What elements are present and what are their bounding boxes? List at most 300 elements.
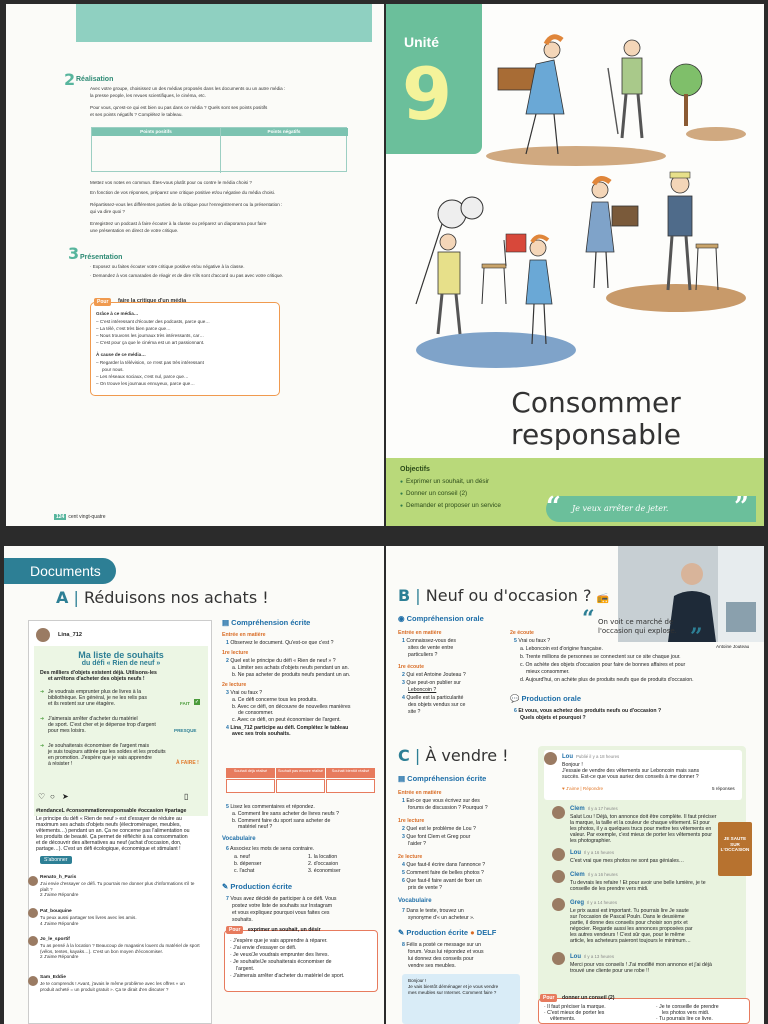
- section-title: Réalisation: [76, 76, 114, 83]
- post-time: Il y a 14 heures: [587, 900, 618, 905]
- post-text: les autres vendeurs ! C'est sûr que, pour le même: [570, 932, 685, 938]
- subheading: Entrée en matière: [398, 790, 442, 796]
- pour-tag: Pour: [94, 298, 111, 306]
- question: 6 Associez les mots de sens contraire.: [226, 846, 315, 852]
- wish-text: pour mes loisirs.: [48, 728, 86, 734]
- word: b. dépenser: [234, 861, 262, 867]
- post-time: Il y a 16 heures: [584, 850, 615, 855]
- question-text: sites de vente entre: [408, 645, 454, 651]
- word: 3. économiser: [308, 868, 341, 874]
- avatar: [552, 806, 565, 819]
- phrase: – C'est intéressant d'écouter des podcasts, parce que…: [96, 319, 210, 324]
- wish-status-table: [226, 768, 376, 794]
- post-text: Merci pour vos conseils ! J'ai modifié mon annonce et j'ai déjà: [570, 962, 712, 968]
- post-text: négocier. Regarde aussi les annonces proposées par: [570, 926, 693, 932]
- felix-message: Bonjour !: [408, 978, 427, 983]
- question-text: Quel est le problème de Lou ?: [406, 826, 476, 832]
- question-text: Qui est Antoine Jouteau ?: [406, 672, 466, 678]
- avatar: [552, 898, 565, 911]
- section-heading-text: Compréhension orale: [406, 614, 484, 623]
- phrase-box-title: donner un conseil (2): [562, 995, 615, 1001]
- word: 1. la location: [308, 854, 338, 860]
- question-text: Leboncoin ?: [408, 687, 437, 693]
- comment: [40, 908, 200, 926]
- bookmark-icon[interactable]: ▯: [184, 792, 189, 801]
- hashtags: #tendanceL #consommationresponsable #occasion #partage: [36, 808, 187, 814]
- heart-icon[interactable]: ♡: [38, 792, 46, 801]
- question-text: forum. Vous lui répondez et vous: [408, 949, 484, 955]
- unit-number: 9: [402, 52, 453, 136]
- comment-text: J'ai envie d'essayer ce défi. Tu pourrais me donner plus d'informations s'il te plaît ?: [40, 880, 195, 892]
- option: b. Avec ce défi, on découvre de nouvelles manières: [232, 704, 351, 710]
- question-text: et vous expliquez pourquoi vous faites ces: [232, 910, 330, 916]
- question-text: Dans le texte, trouvez un: [406, 908, 464, 914]
- post-text: sur l'occasion de Pascal Pouln. Dans le deuxième: [570, 914, 685, 920]
- phrase: · Il faut préciser la marque.: [544, 1004, 606, 1010]
- text-line: et ses points négatifs ? Complétez le tableau.: [90, 112, 183, 117]
- question: 7 Vous avez décidé de participer à ce défi. Vous: [226, 896, 337, 902]
- phrase: · Je veux/Je voudrais emprunter des livres.: [230, 952, 329, 958]
- quote-line: On voit ce marché de: [598, 618, 674, 626]
- section-heading-text: Compréhension écrite: [407, 774, 487, 783]
- post-text: valeur. Par exemple, c'est mieux de porter les vêtements pour: [570, 832, 712, 838]
- word: 2. d'occasion: [308, 861, 339, 867]
- post-author-name: Clem: [570, 806, 585, 812]
- post-author-name: Lou: [570, 954, 581, 960]
- wish-text: Je souhaiterais économiser de l'argent mais: [48, 743, 150, 749]
- option: matériel neuf ?: [238, 824, 273, 830]
- wish-text: et ils restent sur une étagère.: [48, 701, 116, 707]
- speech-icon: 💬: [510, 694, 522, 703]
- question-text: vendre ses meubles.: [408, 963, 456, 969]
- post-text: maximum ses achats d'objets neufs (électroménager, meubles,: [36, 822, 181, 828]
- post-time: Il y a 16 heures: [587, 872, 618, 877]
- text-line: une présentation en direct de votre critique.: [90, 228, 179, 233]
- option: mieux consommer.: [526, 669, 570, 675]
- book-title-line: SUR: [730, 841, 740, 847]
- section-heading: [222, 882, 292, 891]
- wish-text: je suis toujours attirée par les soldes et les produits: [48, 749, 166, 755]
- question: 6 Que faut-il faire avant de fixer un: [402, 878, 482, 884]
- wishlist-intro: Des milliers d'objets existent déjà. Utilisons-les: [40, 670, 157, 676]
- subheading: Vocabulaire: [398, 898, 432, 904]
- documents-label: Documents: [30, 563, 101, 579]
- section-letter: C: [398, 746, 410, 765]
- option: a. Limiter ses achats d'objets neufs pendant un an.: [232, 665, 349, 671]
- pour-tag: Pour: [540, 994, 557, 1002]
- phrase: les photos vers midi.: [662, 1010, 710, 1016]
- post-text: Bonjour !: [562, 762, 583, 768]
- question: 7 Dans le texte, trouvez un: [402, 908, 464, 914]
- wish-text: en promotion. J'espère que je vais apprendre: [48, 755, 152, 761]
- phrase: – Regarder la télévision, ce n'est pas très intéressant: [96, 360, 204, 365]
- avatar: [552, 848, 565, 861]
- table-cell[interactable]: [326, 779, 375, 793]
- subscribe-button[interactable]: S'abonner: [40, 856, 72, 864]
- question: 1 Observez le document. Qu'est-ce que c'est ?: [226, 640, 334, 646]
- post-text: vêtements…) pendant un an. Ça ne concerne pas l'alimentation ou: [36, 828, 190, 834]
- question: 5 Comment faire de belles photos ?: [402, 870, 484, 876]
- delf-label: DELF: [476, 928, 497, 937]
- post-text: Le principe du défi « Rien de neuf » est d'essayer de réduire au: [36, 816, 182, 822]
- comment-author: Renato_h_Paris: [40, 875, 77, 880]
- text-line: · Exposez ou faites écouter votre critique positive et/ou négative à la classe.: [90, 264, 245, 269]
- option: a. Comment lire sans acheter de livres neufs ?: [232, 811, 339, 817]
- question-text: Félix a posté ce message sur un: [406, 942, 482, 948]
- question-text: Que faut-il faire avant de fixer un: [406, 878, 482, 884]
- wish-text: bibliothèque. En général, je ne les relis pas: [48, 695, 147, 701]
- question: 5 Lisez les commentaires et répondez.: [226, 804, 315, 810]
- comment-text: Tu as pensé à la location ? Beaucoup de magasins louent du matériel de sport (vélos, tentes, kayaks…). C'est un bon moyen d'économiser.: [40, 942, 200, 954]
- phrase: – La télé, c'est très bien parce que…: [96, 326, 171, 331]
- pencil-icon: ✎: [398, 928, 407, 937]
- checkmark-icon: ✓: [195, 699, 199, 704]
- avatar: [28, 876, 38, 886]
- arrow-icon: ➜: [40, 716, 45, 722]
- avatar: [36, 628, 50, 642]
- question-text: Associez les mots de sens contraire.: [230, 846, 315, 852]
- username: Lina_712: [58, 632, 82, 638]
- phrase: – Nous trouvons les journaux très intéressants, car…: [96, 333, 205, 338]
- comment-meta[interactable]: 4 J'aime Répondre: [40, 920, 79, 926]
- quote-line: l'occasion qui explose.: [598, 627, 677, 635]
- post-text: J'essaie de vendre des vêtements sur Leboncoin mais sans: [562, 768, 700, 774]
- question-text: Quel est le principe du défi « Rien de neuf » ?: [230, 658, 336, 664]
- question: 5 Vrai ou faux ?: [514, 638, 551, 644]
- question-text: Quels objets et pourquoi ?: [520, 715, 586, 721]
- wishlist-title: Ma liste de souhaits: [78, 650, 164, 660]
- avatar: [552, 952, 565, 965]
- avatar: [28, 976, 38, 986]
- text-line: qui va dire quoi ?: [90, 209, 125, 214]
- post-author: [570, 900, 617, 906]
- section-title: À vendre !: [425, 746, 509, 765]
- post-text: partage…). C'est un défi écologique, économique et stimulant !: [36, 846, 181, 852]
- book-title-line: JE SAUTE: [723, 836, 747, 841]
- question: 4 Quelle est la particularité: [402, 695, 464, 701]
- phrase: · J'aimerais arrêter d'acheter du matériel de sport.: [230, 973, 345, 979]
- close-quote-icon: ”: [690, 624, 703, 650]
- delf-icon: ●: [470, 928, 475, 937]
- post-author: [570, 872, 618, 878]
- question-text: Lisez les commentaires et répondez.: [230, 804, 315, 810]
- question-text: Est-ce que vous écrivez sur des: [406, 798, 480, 804]
- phrase-heading: Grâce à ce média…: [96, 311, 139, 316]
- post-author-name: Lou: [562, 754, 573, 760]
- question: 1 Connaissez-vous des: [402, 638, 456, 644]
- section-heading-text: Production écrite: [406, 928, 469, 937]
- subheading: Entrée en matière: [222, 632, 266, 638]
- avatar: [552, 870, 565, 883]
- wish-text: J'aimerais arrêter d'acheter du matériel: [48, 716, 138, 722]
- question: 2 Quel est le problème de Lou ?: [402, 826, 476, 832]
- text-line: Pour vous, qu'est-ce qui est bien ou pas dans ce média ? Quels sont ses points positifs: [90, 105, 268, 110]
- question: 3 Que peut-on publier sur: [402, 680, 461, 686]
- text-line: · Demandez à vos camarades de réagir et de dire s'ils sont d'accord ou pas avec votre critique.: [90, 273, 284, 278]
- question-text: prix de vente ?: [408, 885, 443, 891]
- text-line: Avec votre groupe, choisissez un des médias proposés dans les documents ou un autre média :: [90, 86, 286, 91]
- post-author-name: Clem: [570, 872, 585, 878]
- objectives-title: Objectifs: [400, 466, 430, 473]
- post-text: C'est vrai que mes photos ne sont pas géniales…: [570, 858, 685, 864]
- section-heading-text: Compréhension écrite: [231, 618, 311, 627]
- comment: [40, 936, 200, 960]
- unit-title-line2: responsable: [511, 418, 681, 451]
- objective-item: ● Donner un conseil (2): [400, 490, 467, 497]
- phrase: · Tu pourrais lire ce livre.: [656, 1016, 713, 1022]
- open-quote-icon: “: [582, 606, 595, 632]
- question-text: Quelle est la particularité: [406, 695, 464, 701]
- phrase: vêtements.: [550, 1016, 576, 1022]
- pencil-icon: ✎: [222, 882, 231, 891]
- felix-message: Je vais bientôt déménager et je vous vendre: [408, 984, 499, 989]
- post-time: Publié il y a 18 heures: [576, 754, 620, 759]
- post-author: [570, 954, 614, 960]
- post-text: trouvé une cliente pour une robe !!: [570, 968, 650, 974]
- question-text: Observez le document. Qu'est-ce que c'est ?: [230, 640, 334, 646]
- book-title-line: L'OCCASION: [720, 847, 750, 853]
- section-title: Neuf ou d'occasion ?: [425, 586, 592, 605]
- phrase: – Les réseaux sociaux, c'est nul, parce que…: [96, 374, 189, 379]
- page-number-words: cent vingt-quatre: [68, 514, 106, 520]
- documents-page-bc: [386, 546, 764, 1024]
- table-header: Souhait déjà réalisé: [226, 768, 275, 778]
- question-text: des objets vendus sur ce: [408, 702, 466, 708]
- subheading: 1re lecture: [222, 650, 249, 656]
- post-author: [570, 850, 614, 856]
- table-cell[interactable]: [276, 779, 325, 793]
- text-line: la presse people, les revues scientifiques, le cinéma, etc.: [90, 93, 206, 98]
- post-text: les photos, il y a quelques trucs pour mettre tes vêtements en: [570, 826, 712, 832]
- question-text: particuliers ?: [408, 652, 438, 658]
- like-reply[interactable]: ♥ J'aime | Répondre: [562, 786, 604, 791]
- send-icon[interactable]: ➤: [62, 792, 69, 801]
- post-author: [562, 754, 619, 760]
- objective-item: ● Exprimer un souhait, un désir: [400, 478, 489, 485]
- question: 4 Que faut-il écrire dans l'annonce ?: [402, 862, 486, 868]
- question-text: souhaits.: [232, 917, 253, 923]
- question-text: Comment faire de belles photos ?: [406, 870, 484, 876]
- question-text: Que peut-on publier sur: [406, 680, 461, 686]
- option: c. On achète des objets d'occasion pour faire de bonnes affaires et pour: [520, 662, 686, 668]
- comment-meta[interactable]: 2 J'aime Répondre: [40, 954, 79, 960]
- comment-icon[interactable]: ○: [50, 792, 55, 801]
- comment: [40, 874, 200, 898]
- ear-icon: ◉: [398, 614, 407, 623]
- question-text: avec ses trois souhaits.: [232, 731, 291, 737]
- phrase: – On trouve les journaux ennuyeux, parce que…: [96, 381, 195, 386]
- reply-count[interactable]: 5 réponses: [712, 786, 735, 791]
- avatar: [28, 908, 38, 918]
- wish-text: Je voudrais emprunter plus de livres à la: [48, 689, 142, 695]
- phrase: · Je souhaite/Je souhaiterais économiser de: [230, 959, 332, 965]
- done-badge: FAIT: [180, 701, 190, 706]
- post-text: conseille de les prendre vers midi.: [570, 886, 649, 892]
- word: a. neuf: [234, 854, 250, 860]
- subheading: Vocabulaire: [222, 836, 256, 842]
- comment-text: Tu peux aussi partager tes livres avec les amis.: [40, 914, 137, 920]
- question-text: Connaissez-vous des: [406, 638, 456, 644]
- section-letter: A: [56, 588, 69, 607]
- post-text: les photographier.: [570, 838, 612, 844]
- text-line: Mettez vos notes en commun. Êtes-vous plutôt pour ou contre le média choisi ?: [90, 180, 252, 185]
- question-text: lui donnez des conseils pour: [408, 956, 474, 962]
- text-line: En fonction de vos réponses, préparez une critique positive et/ou négative du média choisi.: [90, 190, 276, 195]
- question: 1 Est-ce que vous écrivez sur des: [402, 798, 480, 804]
- section-heading-text: Production orale: [521, 694, 582, 703]
- pour-tag: Pour: [226, 926, 243, 934]
- phrase: l'argent.: [236, 966, 255, 972]
- question: 6 Et vous, vous achetez des produits neufs ou d'occasion ?: [514, 708, 662, 714]
- question-text: Vrai ou faux ?: [518, 638, 551, 644]
- option: a. Leboncoin est d'origine française.: [520, 646, 603, 652]
- post-time: Il y a 13 heures: [584, 954, 615, 959]
- question-text: site ?: [408, 709, 421, 715]
- phrase-box-title: faire la critique d'un média: [118, 298, 187, 304]
- post-text: partie, il donne des conseils pour choisir son prix et: [570, 920, 688, 926]
- section-title: Réduisons nos achats !: [83, 588, 269, 607]
- question-text: Lina_712 participe au défi. Complétez le tableau: [230, 725, 349, 731]
- open-quote-icon: “: [546, 492, 561, 522]
- subheading: Entrée en matière: [398, 630, 442, 636]
- question-text: synonyme d'« un acheteur ».: [408, 915, 475, 921]
- section-number: 3: [68, 244, 80, 263]
- section-heading: [510, 694, 581, 703]
- post-author-name: Lou: [570, 850, 581, 856]
- text-line: Répartissez-vous les différentes parties de la critique pour l'enregistrement ou la présentation :: [90, 202, 283, 207]
- section-number: 2: [64, 70, 76, 89]
- question: 3 Que font Clem et Greg pour: [402, 834, 471, 840]
- question: 2 Quel est le principe du défi « Rien de neuf » ?: [226, 658, 336, 664]
- table-header: Points positifs: [92, 128, 220, 136]
- post-time: Il y a 17 heures: [587, 806, 618, 811]
- phrase-heading: À cause de ce média…: [96, 352, 146, 357]
- post-text: Tu devrais les refaire ! Et pour avoir une belle lumière, je te: [570, 880, 706, 886]
- option: de consommer.: [238, 710, 274, 716]
- option: a. Ce défi concerne tous les produits.: [232, 697, 318, 703]
- phrase: · J'ai envie d'essayer ce défi.: [230, 945, 297, 951]
- todo-badge: À FAIRE !: [176, 760, 199, 766]
- comment-text: Je te comprends ! Avant, j'avais le même problème avec les offres « un produit acheté = un produit gratuit ». Ça te dirait d'en discuter ?: [40, 980, 185, 992]
- wishlist-subtitle: du défi « Rien de neuf »: [81, 660, 161, 667]
- arrow-icon: ➜: [40, 689, 45, 695]
- comment: [40, 974, 200, 992]
- post-text: et de découvrir des alternatives au neuf (achat d'occasion, don,: [36, 840, 182, 846]
- arrow-icon: ➜: [40, 743, 45, 749]
- section-a-heading: A | Réduisons nos achats !: [56, 588, 269, 607]
- radio-icon: 📻: [596, 593, 610, 604]
- post-author-name: Greg: [570, 900, 585, 906]
- question-text: Vous avez décidé de participer à ce défi. Vous: [230, 896, 337, 902]
- post-text: Le prix aussi est important. Tu pourrais lire Je saute: [570, 908, 689, 914]
- reading-icon: ▤: [222, 618, 232, 627]
- quote-text: Je veux arrêter de jeter.: [572, 504, 669, 513]
- question: 4 Lina_712 participe au défi. Complétez le tableau: [226, 725, 349, 731]
- book-title: [719, 836, 751, 853]
- subheading: 2e lecture: [222, 682, 247, 688]
- question-text: Que faut-il écrire dans l'annonce ?: [406, 862, 486, 868]
- phrase: · C'est mieux de porter les: [544, 1010, 605, 1016]
- post-text: la marque, la taille et la couleur de chaque vêtement. Et pour: [570, 820, 710, 826]
- comment-author: Jo_le_sportif: [40, 937, 70, 942]
- post-text: article, les acheteurs paieront toujours le minimum…: [570, 938, 691, 944]
- subheading: 2e lecture: [398, 854, 423, 860]
- page-number: 124: [56, 514, 65, 520]
- comment-author: Sam_Eddie: [40, 975, 66, 980]
- post-author: [570, 806, 618, 812]
- phrase: · J'espère que je vais apprendre à réparer.: [230, 938, 328, 944]
- phrase: · Je te conseille de prendre: [656, 1004, 719, 1010]
- section-heading-text: Production écrite: [230, 882, 293, 891]
- wishlist-intro: et arrêtons d'acheter des objets neufs !: [48, 676, 145, 682]
- question-text: Vrai ou faux ?: [230, 690, 263, 696]
- documents-page-a: [4, 546, 384, 1024]
- unit-title-line1: Consommer: [511, 386, 681, 419]
- phrase: – C'est pour ça que le cinéma est un art passionnant.: [96, 340, 205, 345]
- phrase-box-title: exprimer un souhait, un désir: [248, 927, 321, 933]
- post-text: les produits de beauté. Ça permet de réfléchir à sa consommation: [36, 834, 188, 840]
- question-text: Que font Clem et Greg pour: [406, 834, 471, 840]
- wish-text: à résister !: [48, 761, 73, 767]
- comment-meta[interactable]: 2 J'aime Répondre: [40, 892, 79, 898]
- comment-author: Pat_bouquine: [40, 909, 72, 914]
- question: 3 Vrai ou faux ?: [226, 690, 263, 696]
- question-text: postez votre liste de souhaits sur Instagram: [232, 903, 333, 909]
- section-heading: [222, 618, 310, 627]
- table-header: Souhait pas encore réalisé: [276, 768, 325, 778]
- felix-message: mes meubles sur Internet. Comment faire ?: [408, 990, 497, 995]
- section-c-heading: C | À vendre !: [398, 746, 509, 765]
- quote-author: Antoine Jouteau: [716, 644, 750, 649]
- option: c. Avec ce défi, on peut économiser de l'argent.: [232, 717, 341, 723]
- avatar: [544, 752, 557, 765]
- unit-label: Unité: [404, 34, 439, 50]
- section-heading: [398, 774, 486, 783]
- table-header: Souhait bientôt réalisé: [326, 768, 375, 778]
- subheading: 2e écoute: [510, 630, 534, 636]
- option: b. Comment faire du sport sans acheter de: [232, 818, 331, 824]
- option: d. Aujourd'hui, on achète plus de produits neufs que de produits d'occasion.: [520, 677, 694, 683]
- post-text: succès. Est-ce que vous auriez des conseils à me donner ?: [562, 774, 699, 780]
- question-text: forums de discussion ? Pourquoi ?: [408, 805, 488, 811]
- option: b. Trente millions de personnes se connectent sur ce site chaque jour.: [520, 654, 681, 660]
- almost-badge: PRESQUE: [174, 728, 197, 733]
- section-letter: B: [398, 586, 411, 605]
- question: 2 Qui est Antoine Jouteau ?: [402, 672, 466, 678]
- question-text: Et vous, vous achetez des produits neufs ou d'occasion ?: [518, 708, 662, 714]
- question-text: l'aider ?: [408, 841, 427, 847]
- option: b. Ne pas acheter de produits neufs pendant un an.: [232, 672, 351, 678]
- word: c. l'achat: [234, 868, 255, 874]
- table-header: Points négatifs: [220, 128, 348, 136]
- avatar: [28, 936, 38, 946]
- question: 8 Félix a posté ce message sur un: [402, 942, 482, 948]
- section-heading: [398, 928, 496, 937]
- section-title: Présentation: [80, 254, 123, 261]
- section-heading: [398, 614, 484, 623]
- objective-item: ● Demander et proposer un service: [400, 502, 501, 509]
- wish-text: de sport. C'est cher et je dépense trop d'argent: [48, 722, 156, 728]
- text-line: Enregistrez un podcast à faire écouter à la classe ou préparez un diaporama pour faire: [90, 221, 267, 226]
- subheading: 1re écoute: [398, 664, 424, 670]
- phrase: pour nous.: [102, 367, 124, 372]
- post-text: Salut Lou ! Déjà, ton annonce doit être complète. Il faut préciser: [570, 814, 717, 820]
- reading-icon: ▤: [398, 774, 408, 783]
- subheading: 1re lecture: [398, 818, 425, 824]
- section-b-heading: B | Neuf ou d'occasion ? 📻: [398, 586, 610, 605]
- close-quote-icon: ”: [734, 492, 749, 522]
- table-cell[interactable]: [226, 779, 275, 793]
